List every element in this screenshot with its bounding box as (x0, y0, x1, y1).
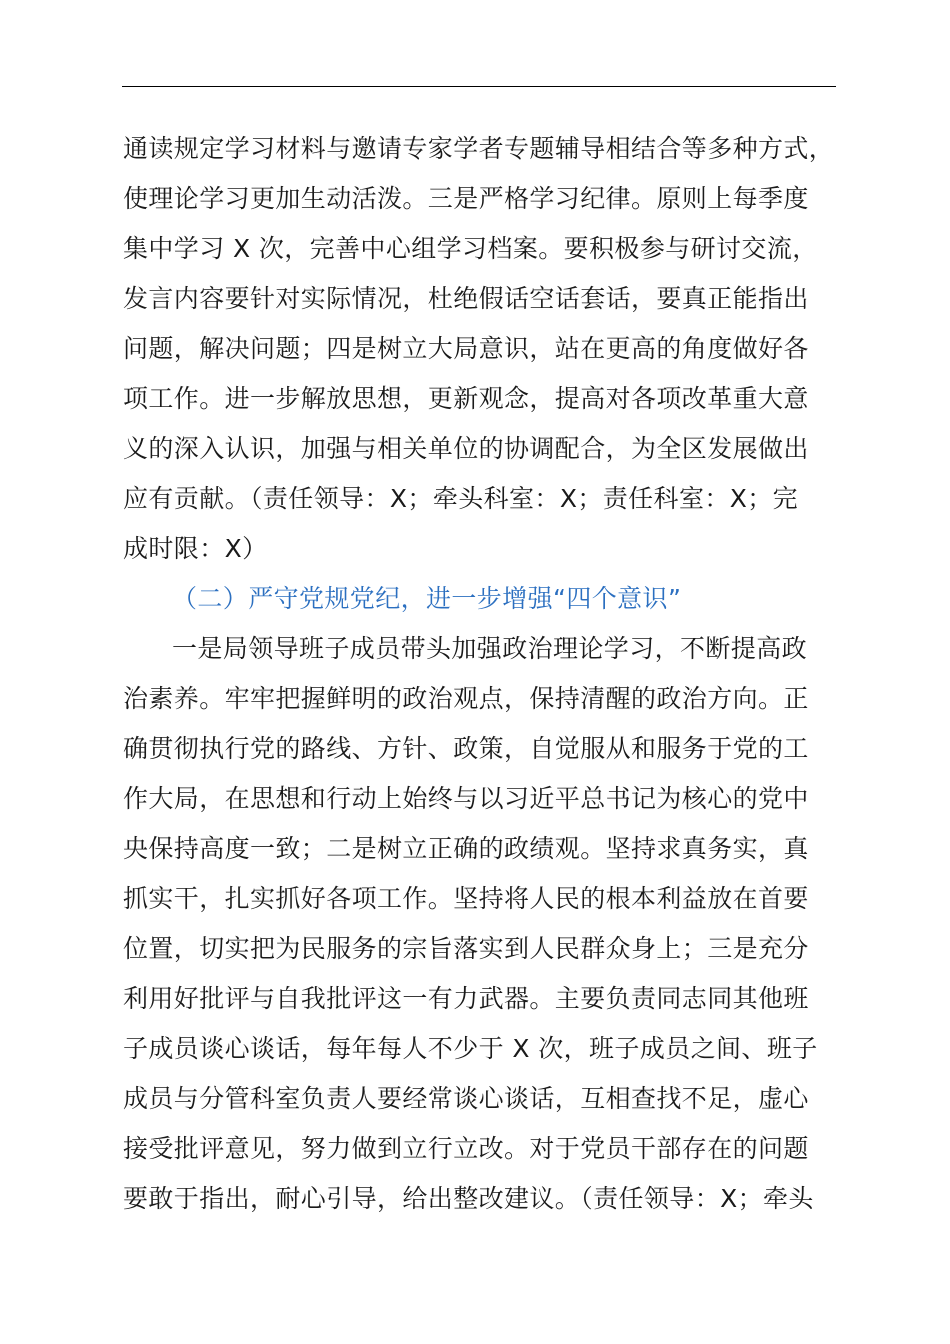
paragraph-2-line-10: 成员与分管科室负责人要经常谈心谈话，互相查找不足，虚心 (123, 1084, 809, 1113)
paragraph-1-line-6: 项工作。进一步解放思想，更新观念，提高对各项改革重大意 (123, 384, 809, 413)
paragraph-2-line-11: 接受批评意见，努力做到立行立改。对于党员干部存在的问题 (123, 1134, 809, 1163)
paragraph-2-line-12: 要敢于指出，耐心引导，给出整改建议。（责任领导：X；牵头 (123, 1184, 814, 1213)
paragraph-2-line-6: 抓实干，扎实抓好各项工作。坚持将人民的根本利益放在首要 (123, 884, 809, 913)
paragraph-2-line-5: 央保持高度一致；二是树立正确的政绩观。坚持求真务实，真 (123, 834, 809, 863)
paragraph-1-line-8: 应有贡献。（责任领导：X；牵头科室：X；责任科室：X；完 (123, 484, 799, 513)
paragraph-1-line-1: 通读规定学习材料与邀请专家学者专题辅导相结合等多种方式， (123, 134, 835, 163)
paragraph-1-line-4: 发言内容要针对实际情况，杜绝假话空话套话，要真正能指出 (123, 284, 809, 313)
paragraph-2-line-7: 位置，切实把为民服务的宗旨落实到人民群众身上；三是充分 (123, 934, 809, 963)
paragraph-1-line-9: 成时限：X） (123, 534, 268, 563)
paragraph-2-line-3: 确贯彻执行党的路线、方针、政策，自觉服从和服务于党的工 (123, 734, 809, 763)
paragraph-1-line-7: 义的深入认识，加强与相关单位的协调配合，为全区发展做出 (123, 434, 809, 463)
paragraph-2-line-1: 一是局领导班子成员带头加强政治理论学习，不断提高政 (172, 634, 808, 663)
paragraph-1-line-2: 使理论学习更加生动活泼。三是严格学习纪律。原则上每季度 (123, 184, 809, 213)
paragraph-1-line-5: 问题，解决问题；四是树立大局意识，站在更高的角度做好各 (123, 334, 809, 363)
paragraph-2-line-2: 治素养。牢牢把握鲜明的政治观点，保持清醒的政治方向。正 (123, 684, 809, 713)
section-heading: （二）严守党规党纪，进一步增强“四个意识” (172, 584, 682, 613)
paragraph-2-line-9: 子成员谈心谈话，每年每人不少于 X 次，班子成员之间、班子 (123, 1034, 818, 1063)
paragraph-2-line-8: 利用好批评与自我批评这一有力武器。主要负责同志同其他班 (123, 984, 809, 1013)
header-rule (122, 86, 836, 87)
paragraph-1-line-3: 集中学习 X 次，完善中心组学习档案。要积极参与研讨交流， (123, 234, 818, 263)
paragraph-2-line-4: 作大局，在思想和行动上始终与以习近平总书记为核心的党中 (123, 784, 809, 813)
